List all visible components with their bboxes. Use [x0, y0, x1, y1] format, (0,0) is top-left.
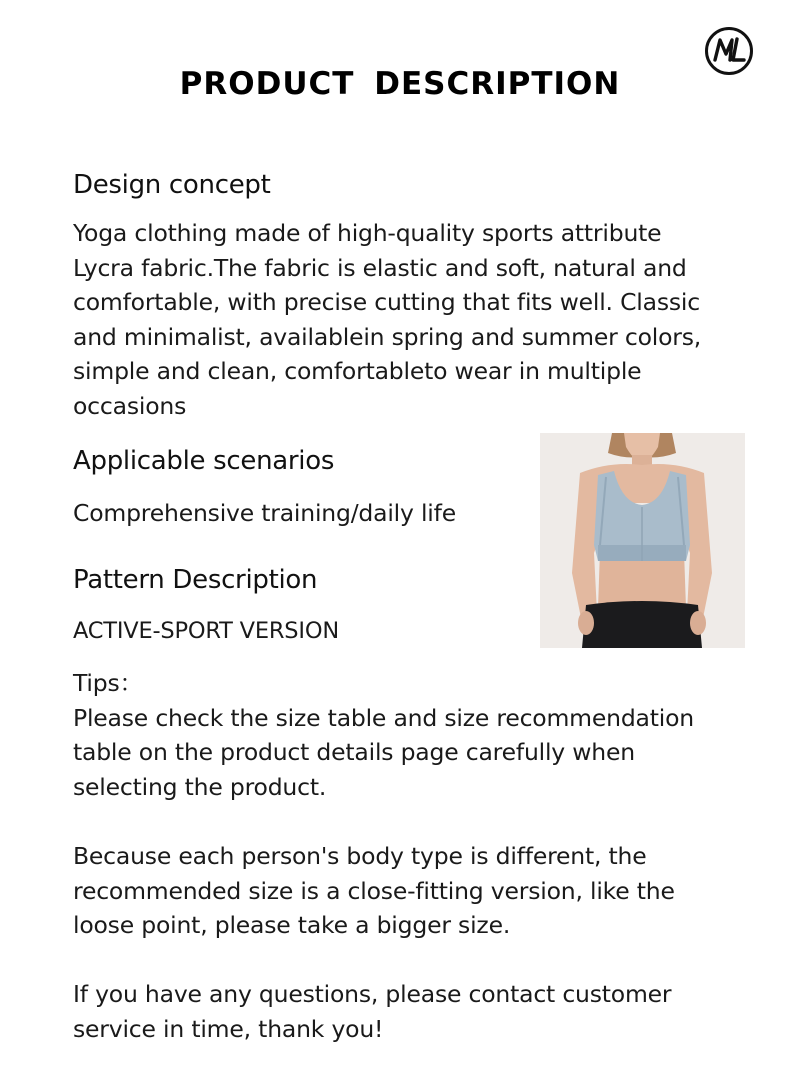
tips-line: selecting the product. [73, 772, 327, 801]
tips-line: loose point, please take a bigger size. [73, 911, 511, 940]
pattern-description-heading: Pattern Description [73, 565, 318, 595]
tips-label: Tips： [73, 669, 143, 697]
design-line: simple and clean, comfortableto wear in multiple [73, 357, 642, 386]
product-photo [540, 433, 745, 648]
tips-section [73, 666, 694, 1047]
pattern-description-text: ACTIVE-SPORT VERSION [73, 618, 339, 644]
tips-line: table on the product details page carefully when [73, 738, 635, 767]
design-line: Yoga clothing made of high-quality sports attribute [73, 219, 662, 247]
applicable-scenarios-text: Comprehensive training/daily life [73, 499, 456, 527]
design-line: comfortable, with precise cutting that fits well. Classic [73, 288, 700, 317]
design-line: occasions [73, 391, 187, 420]
tips-line: Please check the size table and size recommendation [73, 703, 694, 732]
design-concept-heading: Design concept [73, 170, 271, 200]
applicable-scenarios-heading: Applicable scenarios [73, 446, 335, 476]
design-line: Lycra fabric.The fabric is elastic and soft, natural and [73, 253, 687, 282]
tips-line: service in time, thank you! [73, 1014, 384, 1043]
design-concept-text [73, 216, 701, 424]
tips-line: recommended size is a close-fitting version, like the [73, 876, 675, 905]
page-title: PRODUCT DESCRIPTION [179, 66, 621, 102]
tips-line: Because each person's body type is different, the [73, 841, 647, 870]
design-line: and minimalist, availablein spring and summer colors, [73, 322, 702, 351]
tips-line: If you have any questions, please contact customer [73, 980, 672, 1009]
